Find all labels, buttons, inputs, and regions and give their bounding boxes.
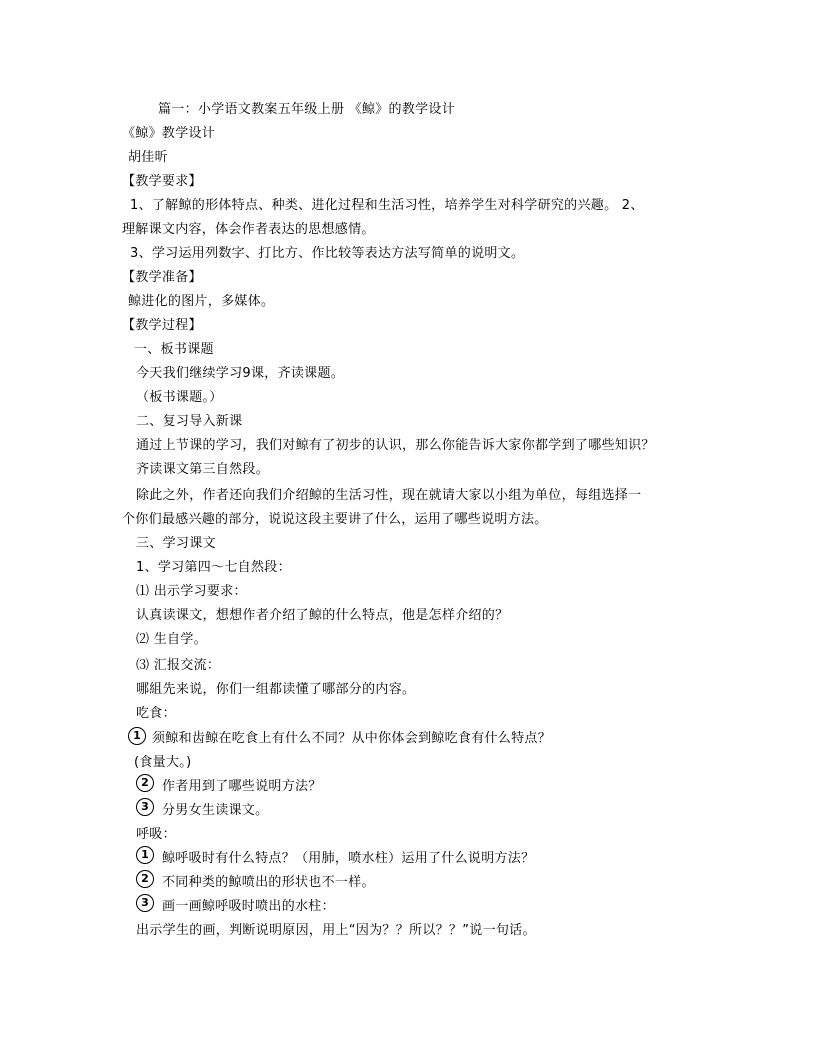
requirements-line-2: 理解课文内容，体会作者表达的思想感情。 (122, 222, 375, 237)
eating-question-3: 分男女生读课文。 (162, 803, 269, 818)
breathing-last-line: 出示学生的画，判断说明原因，用上“因为？？所以？？”说一句话。 (136, 923, 536, 938)
eating-label: 吃食： (136, 706, 176, 721)
requirements-heading: 【教学要求】 (122, 174, 202, 189)
breathing-question-2: 不同种类的鲸喷出的形状也不一样。 (162, 875, 375, 890)
section-2-text-4: 个你们最感兴趣的部分，说说这段主要讲了什么，运用了哪些说明方法。 (122, 512, 548, 527)
circled-number-3: 3 (136, 798, 154, 816)
section-2-text-3: 除此之外，作者还向我们介绍鲸的生活习性，现在就请大家以小组为单位，每组选择一 (136, 488, 642, 503)
circled-number-3: 3 (136, 894, 154, 912)
circled-number-1: 1 (136, 846, 154, 864)
requirements-line-1: 1、了解鲸的形体特点、种类、进化过程和生活习性，培养学生对科学研究的兴趣。 2、 (130, 198, 644, 213)
process-heading: 【教学过程】 (122, 318, 202, 333)
section-3-title: 三、学习课文 (136, 536, 216, 551)
step-1-label: ⑴ 出示学习要求： (136, 584, 247, 599)
breathing-question-1: 鲸呼吸时有什么特点？（用肺，喷水柱）运用了什么说明方法？ (162, 851, 535, 866)
breathing-question-3: 画一画鲸呼吸时喷出的水柱： (162, 899, 335, 914)
author-name: 胡佳昕 (128, 150, 168, 165)
breathing-label: 呼吸： (136, 827, 176, 842)
step-1-text: 认真读课文，想想作者介绍了鲸的什么特点，他是怎样介绍的？ (136, 608, 509, 623)
step-3-label: ⑶ 汇报交流： (136, 658, 221, 673)
step-2-label: ⑵ 生自学。 (136, 632, 207, 647)
eating-question-2: 作者用到了哪些说明方法？ (162, 779, 322, 794)
preparation-text: 鲸进化的图片，多媒体。 (128, 294, 275, 309)
circled-number-2: 2 (136, 774, 154, 792)
document-title-line: 篇一：小学语文教案五年级上册 《鲸》的教学设计 (158, 102, 456, 117)
section-2-text-1: 通过上节课的学习，我们对鲸有了初步的认识，那么你能告诉大家你都学到了哪些知识？ (136, 438, 655, 453)
section-1-title: 一、板书课题 (134, 342, 214, 357)
section-1-text: 今天我们继续学习9课，齐读课题。 (136, 366, 345, 381)
circled-number-2: 2 (136, 870, 154, 888)
step-3-text: 哪組先来说，你们一组都读懂了哪部分的内容。 (136, 682, 416, 697)
section-2-title: 二、复习导入新课 (136, 414, 243, 429)
eating-answer-1: (食量大。) (134, 755, 192, 770)
section-3-item-1: 1、学习第四～七自然段： (136, 560, 291, 575)
requirements-line-3: 3、学习运用列数字、打比方、作比较等表达方法写简单的说明文。 (130, 246, 525, 261)
preparation-heading: 【教学准备】 (122, 270, 202, 285)
lesson-subtitle: 《鲸》教学设计 (122, 126, 216, 141)
section-2-text-2: 齐读课文第三自然段。 (136, 462, 270, 477)
eating-question-1: 须鲸和齿鲸在吃食上有什么不同？从中你体会到鲸吃食有什么特点？ (152, 731, 552, 746)
section-1-note: （板书课题。） (136, 390, 223, 405)
circled-number-1: 1 (128, 727, 146, 745)
